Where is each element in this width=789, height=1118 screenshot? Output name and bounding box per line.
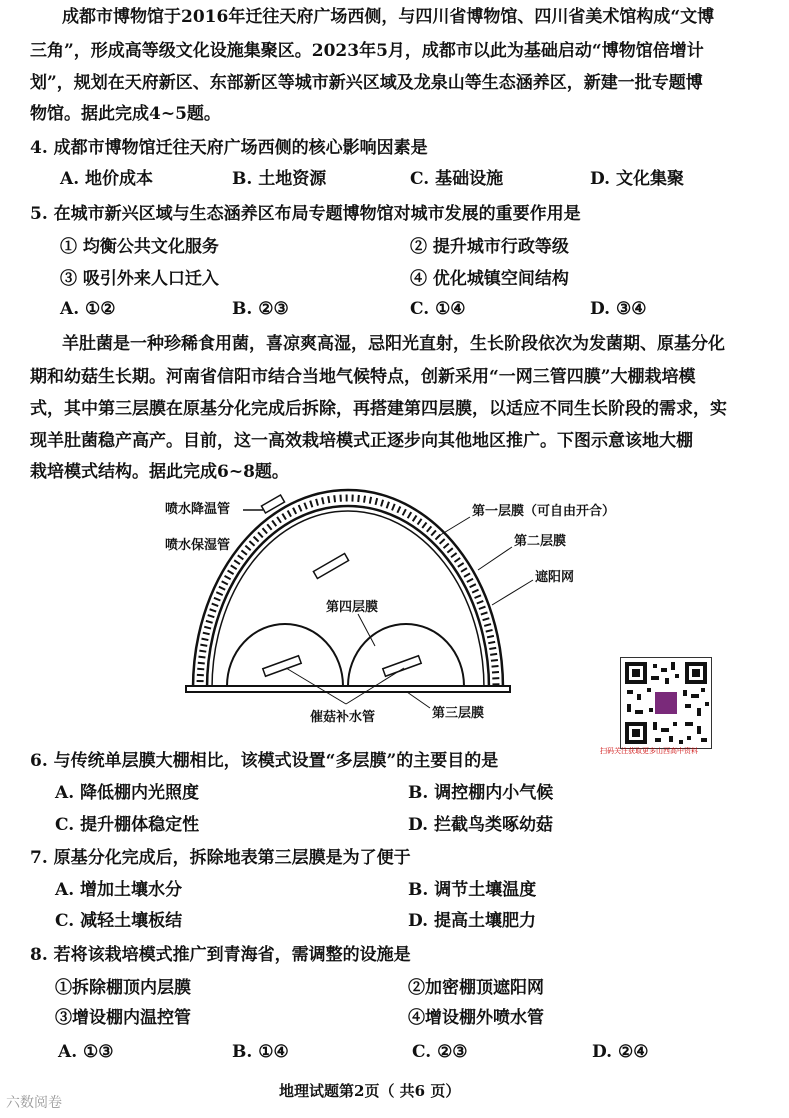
q8-option-b: B. ①④	[232, 1042, 289, 1062]
q6-option-a: A. 降低棚内光照度	[55, 783, 200, 803]
qr-code	[620, 657, 712, 749]
mushroom-pipe-right	[383, 656, 421, 677]
passage2-line-3: 式，其中第三层膜在原基分化完成后拆除，再搭建第四层膜，以适应不同生长阶段的需求，实	[30, 399, 727, 419]
q5-item-4: ④ 优化城镇空间结构	[410, 269, 569, 289]
q5-option-b: B. ②③	[232, 299, 289, 319]
shade-net-arc	[193, 490, 503, 688]
q5-stem: 5. 在城市新兴区域与生态涵养区布局专题博物馆对城市发展的重要作用是	[30, 204, 581, 224]
passage1-line-2: 三角”，形成高等级文化设施集聚区。2023年5月，成都市以此为基础启动“博物馆倍增计	[30, 41, 704, 61]
passage2-line-4: 现羊肚菌稳产高产。目前，这一高效栽培模式正逐步向其他地区推广。下图示意该地大棚	[30, 431, 693, 451]
label-shade-net: 遮阳网	[535, 570, 575, 585]
label-film4: 第四层膜	[326, 600, 379, 615]
q7-option-a: A. 增加土壤水分	[55, 880, 183, 900]
passage2-line-5: 栽培模式结构。据此完成6~8题。	[30, 462, 289, 482]
q5-option-a: A. ①②	[60, 299, 116, 319]
q7-option-c: C. 减轻土壤板结	[55, 911, 183, 931]
q8-stem: 8. 若将该栽培模式推广到青海省，需调整的设施是	[30, 945, 411, 965]
q8-item-4: ④增设棚外喷水管	[408, 1008, 544, 1028]
page-footer: 地理试题第2页（ 共6 页）	[279, 1082, 461, 1100]
passage2-line-1: 羊肚菌是一种珍稀食用菌，喜凉爽高湿，忌阳光直射，生长阶段依次为发菌期、原基分化	[62, 334, 725, 354]
q5-option-c: C. ①④	[410, 299, 466, 319]
film3-base	[186, 686, 510, 692]
label-spray-cool: 喷水降温管	[165, 502, 231, 517]
passage1-line-4: 物馆。据此完成4~5题。	[30, 104, 221, 124]
passage1-line-1: 成都市博物馆于2016年迁往天府广场西侧，与四川省博物馆、四川省美术馆构成“文博	[62, 7, 715, 27]
q6-option-c: C. 提升棚体稳定性	[55, 815, 200, 835]
q4-option-c: C. 基础设施	[410, 169, 504, 189]
q8-option-d: D. ②④	[592, 1042, 649, 1062]
label-mushroom-pipe: 催菇补水管	[310, 710, 376, 725]
film4-arc-left	[227, 624, 343, 686]
qr-caption: 扫码关注获取更多山西高中资料	[600, 747, 698, 755]
label-spray-humid: 喷水保湿管	[165, 538, 231, 553]
q5-item-1: ① 均衡公共文化服务	[60, 237, 219, 257]
passage2-line-2: 期和幼菇生长期。河南省信阳市结合当地气候特点，创新采用“一网三管四膜”大棚栽培模	[30, 367, 696, 387]
q5-item-3: ③ 吸引外来人口迁入	[60, 269, 219, 289]
q4-option-d: D. 文化集聚	[590, 169, 684, 189]
label-film3: 第三层膜	[432, 706, 485, 721]
q8-option-a: A. ①③	[58, 1042, 114, 1062]
passage1-line-3: 划”，规划在天府新区、东部新区等城市新兴区域及龙泉山等生态涵养区，新建一批专题博	[30, 73, 703, 93]
watermark: 六数阅卷	[6, 1095, 62, 1111]
q6-option-b: B. 调控棚内小气候	[408, 783, 554, 803]
film4-arc-right	[348, 624, 464, 686]
q8-item-1: ①拆除棚顶内层膜	[55, 978, 191, 998]
q5-item-2: ② 提升城市行政等级	[410, 237, 569, 257]
q8-option-c: C. ②③	[412, 1042, 468, 1062]
q5-option-d: D. ③④	[590, 299, 647, 319]
q8-item-3: ③增设棚内温控管	[55, 1008, 191, 1028]
label-film2: 第二层膜	[514, 534, 567, 549]
q4-option-a: A. 地价成本	[60, 169, 154, 189]
q8-item-2: ②加密棚顶遮阳网	[408, 978, 544, 998]
film2-arc	[207, 506, 489, 688]
film1-arc	[200, 498, 496, 688]
q7-option-b: B. 调节土壤温度	[408, 880, 537, 900]
q4-stem: 4. 成都市博物馆迁往天府广场西侧的核心影响因素是	[30, 138, 428, 158]
q6-stem: 6. 与传统单层膜大棚相比，该模式设置“多层膜”的主要目的是	[30, 751, 499, 771]
label-film1: 第一层膜（可自由开合）	[472, 504, 616, 519]
spray-humid-pipe	[313, 554, 348, 579]
q6-option-d: D. 拦截鸟类啄幼菇	[408, 815, 553, 835]
q7-stem: 7. 原基分化完成后，拆除地表第三层膜是为了便于	[30, 848, 411, 868]
q4-option-b: B. 土地资源	[232, 169, 327, 189]
q7-option-d: D. 提高土壤肥力	[408, 911, 536, 931]
